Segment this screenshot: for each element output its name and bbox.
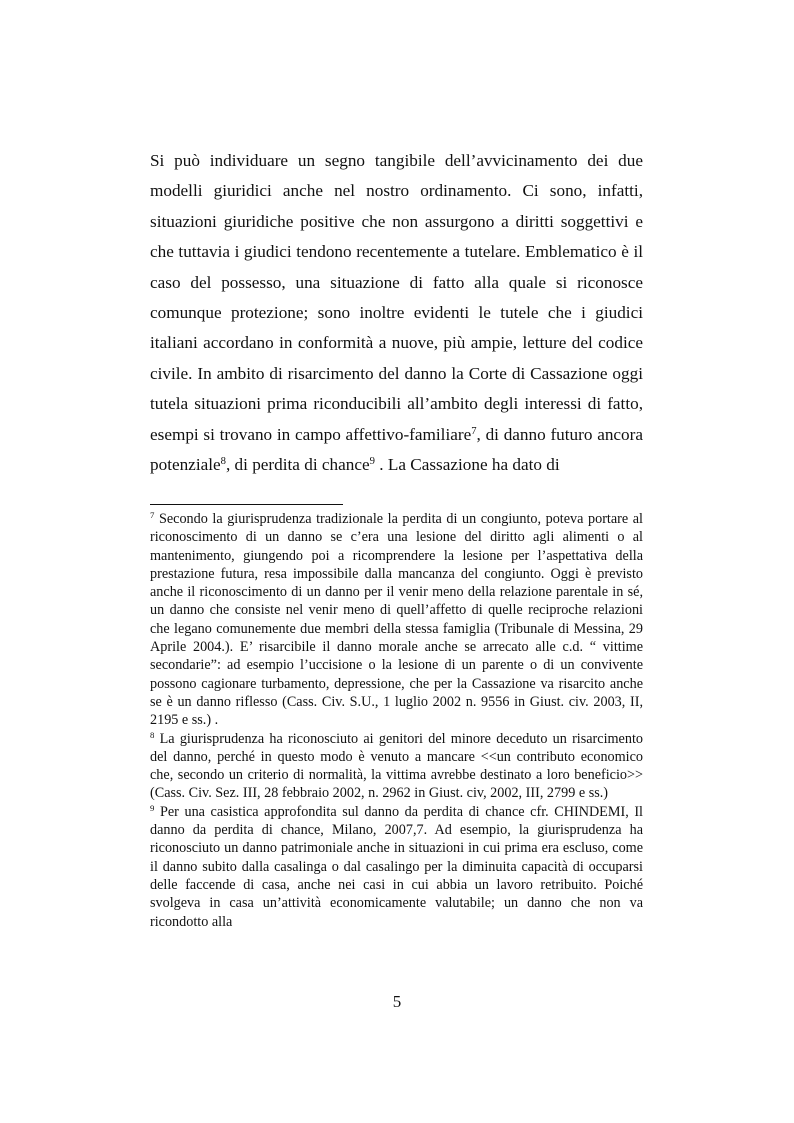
body-text-segment: , di danno futuro ancora potenziale [150,424,643,475]
footnote-8 [150,730,643,803]
footnote-reference[interactable]: 8 [220,456,226,468]
footnote-reference[interactable]: 7 [471,425,477,437]
footnote-7 [150,510,643,730]
footnote-reference[interactable]: 9 [369,456,375,468]
footnote-text: Per una casistica approfondita sul danno da perdita di chance cfr. CHINDEMI, Il danno da perdita di chance, Milano, 2007,7. Ad esempio, la giurisprudenza ha riconosciuto un danno patrimoniale anche in situazioni in cui prima era escluso, come il danno subito dalla casalinga o dal casalingo per la diminuita capacità di occuparsi delle faccende di casa, anche nei casi in cui abbia un lavoro retribuito. Poiché svolgeva in casa un’attività economicamente valutabile; un danno che non va ricondotto alla [150,803,643,930]
body-text-segment: . La Cassazione ha dato di [374,455,560,475]
body-text-segment: , di perdita di chance [225,455,370,475]
footnote-9 [150,803,643,931]
footnote-text: La giurisprudenza ha riconosciuto ai genitori del minore deceduto un risarcimento del danno, perché in questo modo è venuto a mancare <<un contributo economico che, secondo un criterio di normalità, la vittima avrebbe destinato a loro beneficio>> (Cass. Civ. Sez. III, 28 febbraio 2002, n. 2962 in Giust. civ, 2002, III, 2799 e ss.) [150,730,643,802]
footnote-mark: 8 [150,729,155,740]
body-text-segment: Si può individuare un segno tangibile dell’avvicinamento dei due modelli giuridici anche nel nostro ordinamento. Ci sono, infatti, situazioni giuridiche positive che non assurgono a diritti soggettivi e che tuttavia i giudici tendono recentemente a tutelare. Emblematico è il caso del possesso, una situazione di fatto alla quale si riconosce comunque protezione; sono inoltre evidenti le tutele che i giudici italiani accordano in conformità a nuove, più ampie, letture del codice civile. In ambito di risarcimento del danno la Corte di Cassazione oggi tutela situazioni prima riconducibili all’ambito degli interessi di fatto, esempi si trovano in campo affettivo-familiare [150,151,643,444]
footnote-separator [150,504,343,505]
footnote-mark: 7 [150,510,155,521]
page-number: 5 [392,992,402,1011]
footnotes-section [150,510,643,931]
body-paragraph [150,146,643,480]
footnote-mark: 9 [150,802,155,813]
footnote-text: Secondo la giurisprudenza tradizionale la perdita di un congiunto, poteva portare al riconoscimento di un danno se c’era una lesione del diritto agli alimenti o al mantenimento, giungendo poi a ricomprendere la lesione per l’aspettativa della prestazione futura, resa impossibile dalla mancanza del congiunto. Oggi è previsto anche il riconoscimento di un danno per il venir meno della relazione parentale in sé, un danno che consiste nel venir meno di quell’affetto di quelle reciproche relazioni che legano comunemente due membri della stessa famiglia (Tribunale di Messina, 29 Aprile 2004.). E’ risarcibile il danno morale anche se arrecato alle c.d. “ vittime secondarie”: ad esempio l’uccisione o la lesione di un parente o di un convivente possono cagionare turbamento, depressione, che per la Cassazione va risarcito anche se è un danno riflesso (Cass. Civ. S.U., 1 luglio 2002 n. 9556 in Giust. civ. 2003, II, 2195 e ss.) . [150,511,643,729]
